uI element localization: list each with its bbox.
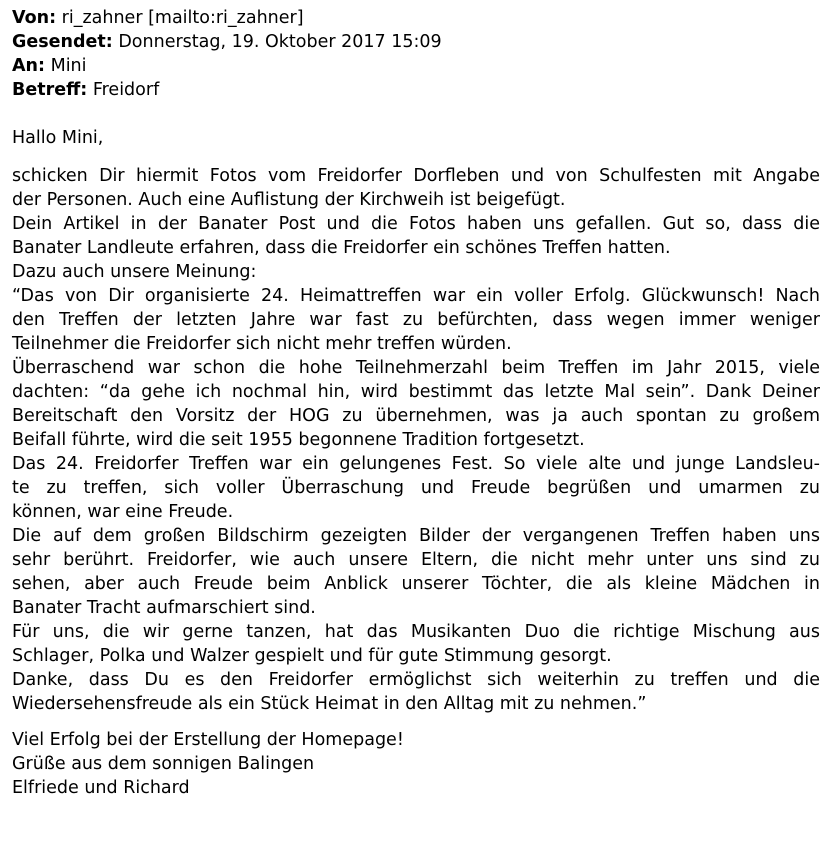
body-line: Banater Tracht aufmarschiert sind. — [12, 598, 316, 618]
body-line: Für uns, die wir gerne tanzen, hat das Musikanten Duo die richtige Mischung aus — [12, 622, 820, 642]
body-line: “Das von Dir organisierte 24. Heimattreffen war ein voller Erfolg. Glückwunsch! Nach — [12, 286, 820, 306]
body-line: sehen, aber auch Freude beim Anblick unserer Töchter, die als kleine Mädchen in — [12, 574, 820, 594]
subject-label: Betreff: — [12, 80, 88, 100]
email-header — [12, 6, 820, 102]
sent-row — [12, 30, 820, 54]
body-paragraphs — [12, 164, 820, 716]
body-line: sehr berührt. Freidorfer, wie auch unsere Eltern, die nicht mehr unter uns sind zu — [12, 550, 820, 570]
from-value: ri_zahner [mailto:ri_zahner] — [61, 8, 304, 28]
body-line: Dazu auch unsere Meinung: — [12, 262, 257, 282]
from-label: Von: — [12, 8, 57, 28]
body-line: Beifall führte, wird die seit 1955 begonnene Tradition fortgesetzt. — [12, 430, 585, 450]
sent-label: Gesendet: — [12, 32, 113, 52]
from-row — [12, 6, 820, 30]
greeting: Hallo Mini, — [12, 128, 104, 148]
body-line: den Treffen der letzten Jahre war fast zu befürchten, dass wegen immer weniger — [12, 310, 820, 330]
closing-line: Grüße aus dem sonnigen Balingen — [12, 754, 315, 774]
to-value: Mini — [50, 56, 87, 76]
body-line: Teilnehmer die Freidorfer sich nicht mehr treffen würden. — [12, 334, 512, 354]
body-line: Das 24. Freidorfer Treffen war ein gelungenes Fest. So viele alte und junge Landsleu- — [12, 454, 820, 474]
body-line: Banater Landleute erfahren, dass die Freidorfer ein schönes Treffen hatten. — [12, 238, 671, 258]
body-line: Danke, dass Du es den Freidorfer ermöglichst sich weiterhin zu treffen und die — [12, 670, 820, 690]
body-line: Dein Artikel in der Banater Post und die Fotos haben uns gefallen. Gut so, dass die — [12, 214, 820, 234]
email-body — [12, 126, 820, 800]
body-line: Schlager, Polka und Walzer gespielt und für gute Stimmung gesorgt. — [12, 646, 612, 666]
body-line: Wiedersehensfreude als ein Stück Heimat in den Alltag mit zu nehmen.” — [12, 694, 647, 714]
to-row — [12, 54, 820, 78]
body-line: schicken Dir hiermit Fotos vom Freidorfer Dorfleben und von Schulfesten mit Angabe — [12, 166, 820, 186]
closing-line: Viel Erfolg bei der Erstellung der Homepage! — [12, 730, 404, 750]
body-line: Bereitschaft den Vorsitz der HOG zu übernehmen, was ja auch spontan zu großem — [12, 406, 820, 426]
subject-row — [12, 78, 820, 102]
email-document — [12, 6, 820, 800]
sent-value: Donnerstag, 19. Oktober 2017 15:09 — [118, 32, 442, 52]
signature: Elfriede und Richard — [12, 778, 190, 798]
body-line: te zu treffen, sich voller Überraschung und Freude begrüßen und umarmen zu — [12, 478, 820, 498]
body-line: können, war eine Freude. — [12, 502, 234, 522]
body-line: der Personen. Auch eine Auflistung der Kirchweih ist beigefügt. — [12, 190, 566, 210]
to-label: An: — [12, 56, 46, 76]
subject-value: Freidorf — [92, 80, 160, 100]
body-line: Die auf dem großen Bildschirm gezeigten Bilder der vergangenen Treffen haben uns — [12, 526, 820, 546]
body-line: dachten: “da gehe ich nochmal hin, wird bestimmt das letzte Mal sein”. Dank Deiner — [12, 382, 820, 402]
body-line: Überraschend war schon die hohe Teilnehmerzahl beim Treffen im Jahr 2015, viele — [12, 358, 820, 378]
closing-block — [12, 728, 820, 800]
